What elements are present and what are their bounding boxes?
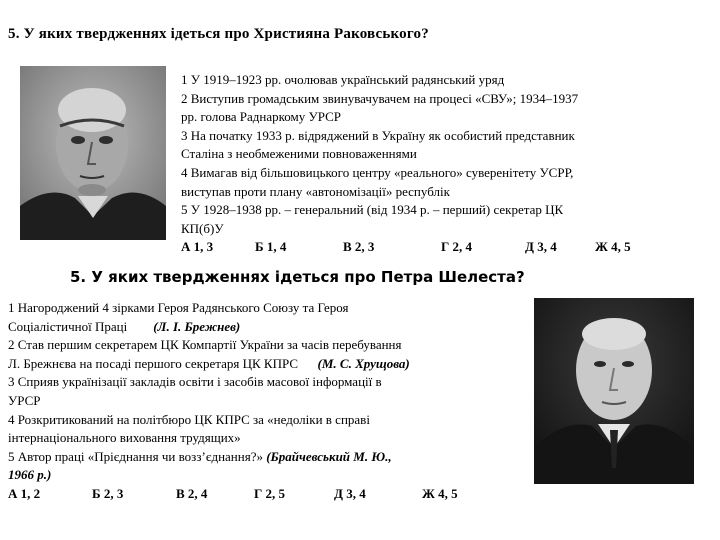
statement-line: 1 У 1919–1923 рр. очолював український радянський уряд bbox=[181, 72, 505, 87]
statement-line: 4 Вимагав від більшовицького центру «реального» суверенітету УСРР, bbox=[181, 164, 574, 180]
portrait-shelest bbox=[534, 298, 694, 484]
statement-line: виступав проти плану «автономізації» республік bbox=[181, 183, 450, 199]
portrait-rakovsky bbox=[20, 66, 166, 240]
answer-option[interactable]: Г 2, 4 bbox=[441, 239, 473, 255]
answer-option[interactable]: Б 1, 4 bbox=[255, 239, 287, 255]
answer-option[interactable]: Ж 4, 5 bbox=[595, 239, 631, 255]
answer-option[interactable]: Ж 4, 5 bbox=[422, 485, 458, 501]
statement-line: 2 Виступив громадським звинувачувачем на процесі «СВУ»; 1934–1937 bbox=[181, 90, 579, 106]
shelest-statements bbox=[8, 299, 533, 504]
question-1-title: 5. У яких твердженнях ідеться про Християна Раковського? bbox=[8, 26, 429, 42]
answer-option[interactable]: Д 3, 4 bbox=[525, 239, 557, 255]
statement-line: УРСР bbox=[8, 392, 41, 408]
rakovsky-statements bbox=[181, 71, 706, 257]
answer-options-1 bbox=[181, 238, 706, 257]
statement-line: 5 У 1928–1938 рр. – генеральний (від 1934 р. – перший) секретар ЦК bbox=[181, 202, 564, 218]
answer-option[interactable]: В 2, 3 bbox=[343, 239, 375, 255]
statement-line: 4 Розкритикований на політбюро ЦК КПРС за «недоліки в справі bbox=[8, 411, 370, 427]
statement-line: 3 На початку 1933 р. відряджений в Україну як особистий представник bbox=[181, 127, 575, 143]
statement-line: КП(б)У bbox=[181, 220, 224, 236]
statement-line: 2 Став першим секретарем ЦК Компартії України за часів перебування bbox=[8, 337, 402, 353]
statement-line: 1 Нагороджений 4 зірками Героя Радянського Союзу та Героя bbox=[8, 300, 349, 315]
statement-line: 5 Автор праці «Прієднання чи возз’єднання?» (Брайчевський М. Ю., bbox=[8, 448, 392, 464]
answer-option[interactable]: Г 2, 5 bbox=[254, 485, 286, 501]
statement-line: Соціалістичної Праці (Л. І. Брежнев) bbox=[8, 318, 241, 334]
answer-option[interactable]: А 1, 2 bbox=[8, 485, 41, 501]
author-reference: (М. С. Хрущова) bbox=[317, 355, 410, 371]
author-reference: (Л. І. Брежнев) bbox=[153, 318, 241, 334]
answer-option[interactable]: А 1, 3 bbox=[181, 239, 214, 255]
answer-option[interactable]: Д 3, 4 bbox=[334, 485, 366, 501]
answer-options-2 bbox=[8, 485, 533, 504]
answer-option[interactable]: В 2, 4 bbox=[176, 485, 208, 501]
answer-option[interactable]: Б 2, 3 bbox=[92, 485, 124, 501]
author-reference: 1966 р.) bbox=[8, 467, 52, 483]
author-reference: (Брайчевський М. Ю., bbox=[266, 448, 392, 464]
statement-line: інтернаціонального виховання трудящих» bbox=[8, 430, 241, 446]
question-2-title: 5. У яких твердженнях ідеться про Петра Шелеста? bbox=[70, 268, 525, 286]
statement-line: Сталіна з необмеженими повноваженнями bbox=[181, 146, 417, 162]
statement-line: Л. Брежнєва на посаді першого секретаря ЦК КПРС (М. С. Хрущова) bbox=[8, 355, 410, 371]
statement-line: рр. голова Раднаркому УРСР bbox=[181, 109, 342, 125]
statement-line: 3 Сприяв українізації закладів освіти і засобів масової інформації в bbox=[8, 374, 382, 390]
